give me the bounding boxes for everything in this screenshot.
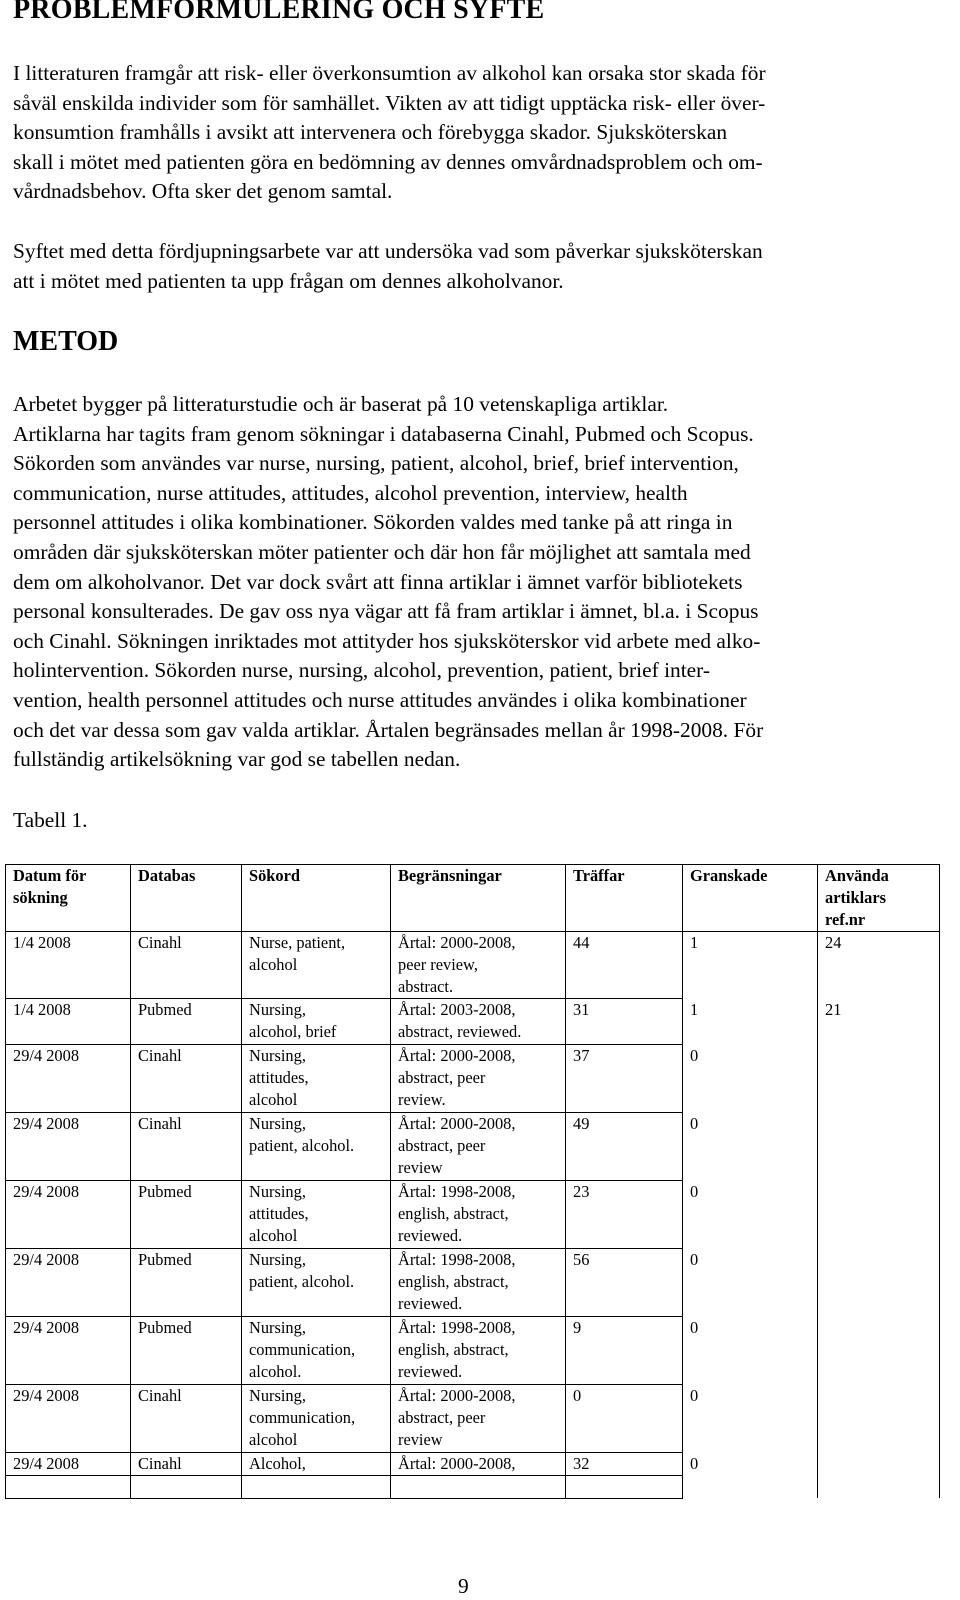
cell-granskade: 0 (690, 1454, 699, 1473)
table-column-border (241, 864, 242, 1498)
header-sokord: Sökord (249, 866, 301, 885)
cell-granskade: 0 (690, 1318, 699, 1337)
header-traffar: Träffar (573, 866, 625, 885)
cell-granskade: 0 (690, 1182, 699, 1201)
cell-granskade: 0 (690, 1046, 699, 1065)
table-column-border (130, 864, 131, 1498)
text-line: Syftet med detta fördjupningsarbete var att undersöka vad som påverkar sjuksköterskan (13, 239, 763, 263)
text-line: att i mötet med patienten ta upp frågan om dennes alkoholvanor. (13, 268, 564, 293)
cell-traffar: 0 (573, 1386, 582, 1405)
cell-databas: Cinahl (138, 933, 182, 952)
text-line: personal konsulterades. De gav oss nya vägar att få fram artiklar i ämnet, bl.a. i Scopus (13, 599, 759, 624)
cell-traffar: 31 (573, 1000, 590, 1019)
header-anvanda: Använda artiklars ref.nr (825, 866, 889, 929)
cell-databas: Cinahl (138, 1046, 182, 1065)
cell-datum: 29/4 2008 (13, 1250, 80, 1269)
cell-databas: Cinahl (138, 1386, 182, 1405)
heading-problemformulering: PROBLEMFORMULERING OCH SYFTE (13, 0, 545, 25)
cell-begransningar: Årtal: 2000-2008, abstract, peer review (398, 1386, 516, 1449)
text-line: fullständig artikelsökning var god se tabellen nedan. (13, 747, 461, 772)
header-begransningar: Begränsningar (398, 866, 502, 885)
cell-begransningar: Årtal: 2000-2008, abstract, peer review (398, 1114, 516, 1177)
cell-sokord: Nursing, attitudes, alcohol (249, 1046, 309, 1109)
cell-sokord: Nursing, communication, alcohol. (249, 1318, 356, 1381)
cell-datum: 1/4 2008 (13, 933, 71, 952)
table-column-border (565, 864, 566, 1498)
cell-traffar: 44 (573, 933, 590, 952)
cell-datum: 29/4 2008 (13, 1318, 80, 1337)
text-line: communication, nurse attitudes, attitudes, alcohol prevention, interview, health (13, 480, 688, 505)
cell-begransningar: Årtal: 1998-2008, english, abstract, reviewed. (398, 1318, 516, 1381)
cell-ref: 24 (825, 933, 842, 952)
cell-datum: 29/4 2008 (13, 1114, 80, 1133)
text-line: och Cinahl. Sökningen inriktades mot attityder hos sjuksköterskor vid arbete med alko- (13, 628, 761, 653)
cell-databas: Cinahl (138, 1114, 182, 1133)
cell-granskade: 0 (690, 1250, 699, 1269)
cell-traffar: 23 (573, 1182, 590, 1201)
cell-databas: Cinahl (138, 1454, 182, 1473)
text-line: skall i mötet med patienten göra en bedömning av dennes omvårdnadsproblem och om- (13, 149, 763, 174)
table-column-border (390, 864, 391, 1498)
cell-datum: 29/4 2008 (13, 1046, 80, 1065)
cell-traffar: 56 (573, 1250, 590, 1269)
table-column-border (5, 864, 6, 1498)
text-line: vårdnadsbehov. Ofta sker det genom samtal. (13, 179, 393, 204)
page-number: 9 (458, 1574, 469, 1598)
text-line: konsumtion framhålls i avsikt att intervenera och förebygga skador. Sjuksköterskan (13, 120, 728, 145)
cell-traffar: 37 (573, 1046, 590, 1065)
text-line: vention, health personnel attitudes och nurse attitudes användes i olika kombinationer (13, 687, 747, 712)
text-line: Sökorden som användes var nurse, nursing, patient, alcohol, brief, brief intervention, (13, 451, 739, 476)
table-column-border (682, 864, 683, 1498)
cell-begransningar: Årtal: 1998-2008, english, abstract, reviewed. (398, 1250, 516, 1313)
cell-sokord: Nursing, patient, alcohol. (249, 1114, 355, 1155)
cell-sokord: Nursing, alcohol, brief (249, 1000, 337, 1041)
cell-datum: 29/4 2008 (13, 1454, 80, 1473)
cell-sokord: Nurse, patient, alcohol (249, 933, 346, 974)
cell-sokord: Nursing, patient, alcohol. (249, 1250, 355, 1291)
header-databas: Databas (138, 866, 196, 885)
table-caption: Tabell 1. (13, 808, 88, 832)
cell-datum: 29/4 2008 (13, 1386, 80, 1405)
text-line: såväl enskilda individer som för samhället. Vikten av att tidigt upptäcka risk- eller över- (13, 90, 766, 115)
search-table (5, 864, 939, 1505)
table-bottom-border (5, 1498, 683, 1499)
cell-traffar: 49 (573, 1114, 590, 1133)
header-granskade: Granskade (690, 866, 768, 885)
cell-sokord: Nursing, communication, alcohol (249, 1386, 356, 1449)
cell-sokord: Alcohol, (249, 1454, 306, 1473)
table-column-border (817, 864, 818, 1498)
cell-granskade: 1 (690, 1000, 699, 1019)
text-line: och det var dessa som gav valda artiklar. Årtalen begränsades mellan år 1998-2008. För (13, 717, 764, 742)
cell-begransningar: Årtal: 2003-2008, abstract, reviewed. (398, 1000, 522, 1041)
cell-granskade: 1 (690, 933, 699, 952)
text-line: holintervention. Sökorden nurse, nursing, alcohol, prevention, patient, brief inter- (13, 658, 710, 683)
cell-granskade: 0 (690, 1114, 699, 1133)
cell-databas: Pubmed (138, 1318, 192, 1337)
cell-begransningar: Årtal: 2000-2008, abstract, peer review. (398, 1046, 516, 1109)
paragraph-syfte (13, 237, 763, 296)
cell-databas: Pubmed (138, 1182, 192, 1201)
text-line: personnel attitudes i olika kombinationer. Sökorden valdes med tanke på att ringa in (13, 510, 733, 535)
cell-begransningar: Årtal: 2000-2008, peer review, abstract. (398, 933, 516, 996)
text-line: Artiklarna har tagits fram genom sökningar i databaserna Cinahl, Pubmed och Scopus. (13, 421, 754, 446)
paragraph-metod (13, 390, 763, 775)
table-column-border (939, 864, 940, 1498)
cell-datum: 1/4 2008 (13, 1000, 71, 1019)
text-line: områden där sjuksköterskan möter patienter och där hon får möjlighet att samtala med (13, 539, 751, 564)
header-datum: Datum för sökning (13, 866, 87, 907)
cell-ref: 21 (825, 1000, 842, 1019)
paragraph-problem (13, 59, 766, 207)
cell-databas: Pubmed (138, 1000, 192, 1019)
cell-sokord: Nursing, attitudes, alcohol (249, 1182, 309, 1245)
cell-begransningar: Årtal: 1998-2008, english, abstract, reviewed. (398, 1182, 516, 1245)
cell-datum: 29/4 2008 (13, 1182, 80, 1201)
text-line: I litteraturen framgår att risk- eller överkonsumtion av alkohol kan orsaka stor skada för (13, 61, 766, 85)
table-row-border (5, 1475, 683, 1476)
cell-traffar: 9 (573, 1318, 582, 1337)
cell-granskade: 0 (690, 1386, 699, 1405)
cell-traffar: 32 (573, 1454, 590, 1473)
cell-begransningar: Årtal: 2000-2008, (398, 1454, 516, 1473)
text-line: dem om alkoholvanor. Det var dock svårt att finna artiklar i ämnet varför bibliotekets (13, 569, 743, 594)
heading-metod: METOD (13, 326, 119, 357)
cell-databas: Pubmed (138, 1250, 192, 1269)
text-line: Arbetet bygger på litteraturstudie och är baserat på 10 vetenskapliga artiklar. (13, 392, 669, 416)
